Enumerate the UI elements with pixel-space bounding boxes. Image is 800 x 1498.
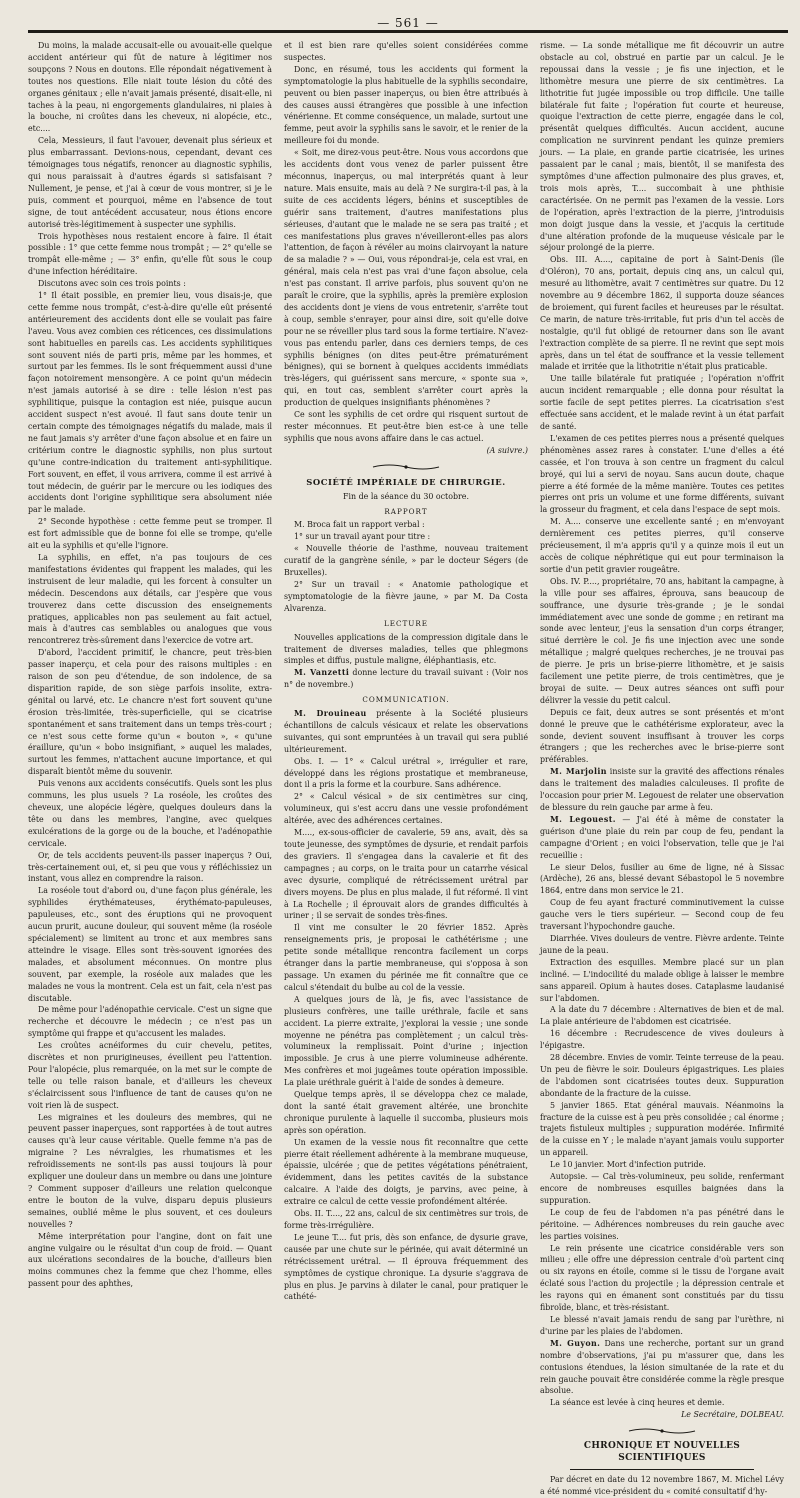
paragraph: Trois hypothèses nous restaient encore à faire. Il était possible : 1° que cette femme nous trompât ; — 2° qu'elle se trompât elle-même ; — 3° enfin, qu'elle fût sous le coup d'une infection héréditaire. xyxy=(28,231,272,277)
paragraph xyxy=(540,814,784,862)
paragraph: 16 décembre : Recrudescence de vives douleurs à l'épigastre. xyxy=(540,1029,784,1051)
paragraph: risme. — La sonde métallique me fit découvrir un autre obstacle au col, obstrué en partie par un calcul. Je le repoussai dans la vessie ; je fis une injection, et le lithomètre mesura une pierre de six centimètres. La lithotritie fut jugée impossible ou trop difficile. Une taille bilatérale fut faite ; l'opération fut courte et heureuse, quoique l'extraction de cette pierre, engagée dans le col, présentât quelques difficultés. Aucun accident, aucune complication ne survinrent pendant les quinze premiers jours. — La plaie, en grande partie cicatrisée, les urines passaient par le canal ; mais, bientôt, il se manifesta des symptômes d'une affection pulmonaire des plus graves, et, trois mois après, T.... succombait à une phthisie caractérisée. On ne permit pas l'examen de la vessie. Lors de l'opération, après l'extraction de la pierre, j'introduisis mon doigt jusque dans la vessie, et j'acquis la certitude d'une altération profonde de la muqueuse vésicale par le séjour prolongé de la pierre. xyxy=(540,41,784,253)
session-date: Fin de la séance du 30 octobre. xyxy=(343,491,469,501)
paragraph xyxy=(284,708,528,756)
paragraph: Les croûtes acnéiformes du cuir chevelu, petites, discrètes et non prurigineuses, éveillent peu l'attention. Pour l'alopécie, plus remarquée, on la met sur le compte de telle ou telle raison banale, et d'ailleurs les cheveux s'éclaircissent sous l'influence de tant de causes qu'on ne voit rien là de suspect. xyxy=(28,1041,272,1110)
paragraph: Diarrhée. Vives douleurs de ventre. Fièvre ardente. Teinte jaune de la peau. xyxy=(540,933,784,955)
paragraph: Obs. I. — 1° « Calcul urétral », irrégulier et rare, développé dans les régions prostatique et membraneuse, dont il a pris la forme et la courbure. Sans adhérence. xyxy=(284,756,528,790)
subsection-title: LECTURE xyxy=(383,618,429,628)
paragraph: 1° Il était possible, en premier lieu, vous disais-je, que cette femme nous trompât, c'est-à-dire qu'elle eût présenté antérieurement des accidents dont elle se voulait pas faire l'aveu. Vous avez combien ces réticences, ces dissimulations sont habituelles en pareils cas. Les accidents syphilitiques sont souvent niés de parti pris, même par les hommes, et surtout par les femmes. Ils le sont fréquemment aussi d'une façon notoirement mensongère. A ce point qu'un médecin n'est jamais autorisé à se dire : telle lésion n'est pas syphilitique, puisque la contagion est niée, puisque aucun accident suspect n'est avoué. Il faut sans doute tenir un certain compte des témoignages négatifs du malade, mais il ne faut jamais s'y arrêter d'une façon absolue et en faire un critérium contre le diagnostic syphilis, non plus surtout qu'une contre-indication du traitement anti-syphilitique. Fort souvent, en effet, il vous arrivera, comme il est arrivé à tout médecin, de guérir par le mercure ou les iodiques des accidents dont l'origine syphilitique sera absolument niée par le malade. xyxy=(28,291,272,515)
section-title: CHRONIQUE ET NOUVELLES SCIENTIFIQUES xyxy=(583,1441,741,1464)
paragraph: Donc, en résumé, tous les accidents qui forment la symptomatologie la plus habituelle de la syphilis secondaire, peuvent ou bien passer inaperçus, ou bien être attribués à des causes aussi étrangères que possible à une infection vénérienne. Et comme conséquence, un malade, surtout une femme, peut avoir la syphilis sans le savoir, et le renier de la meilleure foi du monde. xyxy=(284,64,528,146)
paragraph: Une taille bilatérale fut pratiquée ; l'opération n'offrit aucun incident remarquable ; elle donna pour résultat la sortie facile de sept petites pierres. La cicatrisation s'est effectuée sans accident, et le malade revint à un état parfait de santé. xyxy=(540,374,784,431)
paragraph-text: — J'ai été à même de constater la guérison d'une plaie du rein par coup de feu, pendant la campagne d'Orient ; en voici l'observation, telle que je l'ai recueillie : xyxy=(540,814,784,860)
subsection-title: RAPPORT xyxy=(384,506,428,516)
paragraph: Un examen de la vessie nous fit reconnaître que cette pierre était réellement adhérente à la membrane muqueuse, épaissie, ulcérée ; que de petites végétations pénétraient, évidemment, dans les petites cavités de la substance calcaire. A l'aide des doigts, je parvins, avec peine, à extraire ce calcul de cette vessie profondément altérée. xyxy=(284,1137,528,1207)
paragraph: Le 10 janvier. Mort d'infection putride. xyxy=(550,1160,706,1170)
speaker-name: M. Legouest. xyxy=(550,814,616,824)
speaker-name: M. Guyon. xyxy=(550,1338,601,1348)
to-be-continued: (A suivre.) xyxy=(486,445,528,455)
paragraph: Nouvelles applications de la compression digitale dans le traitement de diverses maladies, telles que phlegmons simples et diffus, pustule maligne, éléphantiasis, etc. xyxy=(284,632,528,666)
paragraph xyxy=(540,1338,784,1398)
paragraph: Discutons avec soin ces trois points : xyxy=(38,279,186,289)
column-2 xyxy=(284,40,528,1302)
paragraph: « Nouvelle théorie de l'asthme, nouveau traitement curatif de la gangrène sénile, » par le docteur Ségers (de Bruxelles). xyxy=(284,544,528,578)
paragraph: Obs. II. T...., 22 ans, calcul de six centimètres sur trois, de forme très-irrégulière. xyxy=(284,1209,528,1230)
page-number: — 561 — xyxy=(377,16,439,30)
paragraph: A la date du 7 décembre : Alternatives de bien et de mal. La plaie antérieure de l'abdomen est cicatrisée. xyxy=(540,1005,784,1027)
paragraph: Coup de feu ayant fracturé comminutivement la cuisse gauche vers le tiers supérieur. — Second coup de feu traversant l'hypochondre gauche. xyxy=(540,898,784,932)
paragraph xyxy=(284,667,528,691)
paragraph: L'examen de ces petites pierres nous a présenté quelques phénomènes assez rares à constater. L'une d'elles a été cassée, et l'on trouva à son centre un fragment du calcul broyé, qui lui a servi de noyau. Sans aucun doute, chaque pierre a été formée de la même manière. Toutes ces petites pierres ont pris un volume et une forme différents, suivant la grosseur du fragment, et cela dans l'espace de sept mois. xyxy=(540,433,784,515)
paragraph: Le coup de feu de l'abdomen n'a pas pénétré dans le péritoine. — Adhérences nombreuses du rein gauche avec les parties voisines. xyxy=(540,1207,784,1241)
column-1 xyxy=(28,40,272,1289)
paragraph: Autopsie. — Cal très-volumineux, peu solide, renfermant encore de nombreuses esquilles baignées dans la suppuration. xyxy=(540,1172,784,1205)
speaker-name: M. Vanzetti xyxy=(294,668,350,678)
paragraph: Puis venons aux accidents consécutifs. Quels sont les plus communs, les plus usuels ? La roséole, les croûtes des cheveux, une alopécie légère, quelques douleurs dans la tête ou dans les membres, l'angine, avec quelques exulcérations de la gorge ou de la bouche, et l'adénopathie cervicale. xyxy=(28,779,272,848)
speaker-name: M. Marjolin xyxy=(550,767,607,777)
paragraph: Le jeune T.... fut pris, dès son enfance, de dysurie grave, causée par une chute sur le périnée, qui avait déterminé un rétrécissement urétral. — Il éprouva fréquemment des symptômes de cystique chronique. La dysurie s'aggrava de plus en plus. Je parvins à dilater le canal, pour pratiquer le cathété- xyxy=(284,1232,528,1302)
paragraph: Le rein présente une cicatrice considérable vers son milieu ; elle offre une dépression centrale d'où partent cinq ou six rayons en étoile, comme si le tissu de l'organe avait éclaté sous l'action du projectile ; la dépression centrale et les rayons qui en émanent sont constitués par du tissu fibroïde, blanc, et très-résistant. xyxy=(540,1243,784,1313)
paragraph: M. A.... conserve une excellente santé ; en m'envoyant dernièrement ces petites pierres, qu'il conserve précieusement, il m'a appris qu'il y a quinze mois il eut un accès de colique néphrétique qui eut pour terminaison la sortie d'un petit gravier rougeâtre. xyxy=(540,517,784,574)
paragraph: De même pour l'adénopathie cervicale. C'est un signe que recherche et découvre le médecin ; ce n'est pas un symptôme qui frappe et qu'accusent les malades. xyxy=(28,1005,272,1039)
paragraph: Les migraines et les douleurs des membres, qui ne peuvent passer inaperçues, sont rapportées à de tout autres causes qu'à leur cause véritable. Quelle femme n'a pas de migraine ? Les névralgies, les rhumatismes et les refroidissements ne sont-ils pas aussi toujours là pour expliquer une douleur dans un membre ou dans une jointure ? Comment supposer d'ailleurs une relation quelconque entre le bouton de la vulve, disparu depuis plusieurs semaines, oublié même le plus souvent, et ces douleurs nouvelles ? xyxy=(28,1112,272,1229)
paragraph: 2° « Calcul vésical » de six centimètres sur cinq, volumineux, qui s'est accru dans une vessie profondément altérée, avec des adhérences certaines. xyxy=(284,792,528,826)
paragraph: Extraction des esquilles. Membre placé sur un plan incliné. — L'indocilité du malade oblige à laisser le membre sans appareil. Opium à hautes doses. Cataplasme laudanisé sur l'abdomen. xyxy=(540,957,784,1003)
ornament-divider xyxy=(371,463,441,471)
paragraph: 2° Sur un travail : « Anatomie pathologique et symptomatologie de la fièvre jaune, » par M. Da Costa Alvarenza. xyxy=(284,579,528,613)
signature: Le Secrétaire, DOLBEAU. xyxy=(681,1410,784,1420)
paragraph: et il est bien rare qu'elles soient considérées comme suspectes. xyxy=(284,41,528,62)
paragraph: Ce sont les syphilis de cet ordre qui risquent surtout de rester méconnues. Et peut-être bien est-ce à une telle syphilis que nous avons affaire dans le cas actuel. xyxy=(284,410,528,443)
column-3 xyxy=(540,40,785,1496)
paragraph: Le blessé n'avait jamais rendu de sang par l'urèthre, ni d'urine par les plaies de l'abdomen. xyxy=(540,1314,784,1336)
paragraph: A quelques jours de là, je fis, avec l'assistance de plusieurs confrères, une taille uréthrale, facile et sans accident. La pierre extraite, j'explorai la vessie ; une sonde moyenne ne pénétra pas complètement ; un calcul très-volumineux la remplissait. Point d'urine ; injection impossible. Je crus à une pierre volumineuse adhérente. Mes confrères et moi jugeâmes toute opération impossible. La plaie uréthrale guérit à l'aide de sondes à demeure. xyxy=(284,994,528,1088)
page-header xyxy=(28,10,788,40)
paragraph-text: insiste sur la gravité des affections rénales dans le traitement des maladies calculeuses. Il profite de l'occasion pour prier M. Legouest de relater une observation de blessure du rein gauche par arme à feu. xyxy=(540,767,785,812)
paragraph: 28 décembre. Envies de vomir. Teinte terreuse de la peau. Un peu de fièvre le soir. Douleurs épigastriques. Les plaies de l'abdomen sont cicatrisées toutes deux. Suppuration abondante de la fracture de la cuisse. xyxy=(540,1053,784,1098)
paragraph: Par décret en date du 12 novembre 1867, M. Michel Lévy a été nommé vice-président du « comité consultatif d'hy- xyxy=(540,1474,784,1496)
paragraph: 5 janvier 1865. Etat général mauvais. Néanmoins la fracture de la cuisse est à peu près consolidée ; cal énorme ; trajets fistuleux multiples ; suppuration modérée. Infirmité de la cuisse en Y ; le malade n'ayant jamais voulu supporter un appareil. xyxy=(540,1100,784,1158)
section-title: SOCIÉTÉ IMPÉRIALE DE CHIRURGIE. xyxy=(306,476,506,487)
section-rule xyxy=(570,1469,754,1470)
paragraph-text: donne lecture du travail suivant : (Voir nos n° de novembre.) xyxy=(284,668,528,690)
paragraph: La séance est levée à cinq heures et demie. xyxy=(550,1398,725,1408)
paragraph: M...., ex-sous-officier de cavalerie, 59 ans, avait, dès sa toute jeunesse, des symptômes de dysurie, et rendait parfois des graviers. Il s'engagea dans la cavalerie et fit des campagnes ; au corps, on le traita pour un catarrhe vésical avec dysurie, compliqué de rétrécissement urétral par divers moyens. De plus en plus malade, il fut réformé. Il vint à La Rochelle ; il éprouvait alors de grandes difficultés à uriner ; il se servait de sondes très-fines. xyxy=(284,828,528,921)
paragraph-text: présente à la Société plusieurs échantillons de calculs vésicaux et relate les observations suivantes, qui sont empruntées à un travail qui sera publié ultérieurement. xyxy=(284,709,528,754)
paragraph xyxy=(540,766,784,814)
subsection-title: COMMUNICATION. xyxy=(362,695,450,705)
paragraph: « Soit, me direz-vous peut-être. Nous vous accordons que les accidents dont vous venez de parler puissent être méconnus, inaperçus, ou mal interprétés quant à leur nature. Mais ensuite, mais au delà ? Ne surgira-t-il pas, à la suite de ces accidents légers, bénins et susceptibles de guérir sans traitement, d'autres manifestations plus sérieuses, d'autant que le malade ne se sera pas traité ; et ces manifestations plus graves n'éveilleront-elles pas alors l'attention, de façon à révéler au moins clairvoyant la nature de sa maladie ? » — Oui, vous répondrai-je, cela est vrai, en général, mais cela n'est pas vrai d'une façon absolue, cela n'est pas constant. Il arrive parfois, plus souvent qu'on ne paraît le croire, que la syphilis, après la première explosion des accidents dont je viens de vous entretenir, s'arrête tout à coup, semble s'enrayer, pour ainsi dire, soit qu'elle doive pour ne se réveiller plus tard sous la forme tertiaire. N'avez-vous pas entendu parler, dans ces derniers temps, de ces syphilis bénignes (on dites peut-être prématurément bénignes), qui se bornent à quelques accidents immédiats très-légers, qui guérissent sans mercure, « sponte sua », qui, en tout cas, semblent s'arrêter court après la production de quelques insignifiants phénomènes ? xyxy=(284,148,528,408)
paragraph: 2° Seconde hypothèse : cette femme peut se tromper. Il est fort admissible que de bonne foi elle se trompe, qu'elle ait eu la syphilis et qu'elle l'ignore. xyxy=(28,517,272,551)
paragraph: La syphilis, en effet, n'a pas toujours de ces manifestations évidentes qui frappent les malades, qui les instruisent de leur maladie, qui les forcent à consulter un médecin. Descendons aux détails, car j'espère que vous trouverez dans cette discussion des enseignements pratiques, applicables non pas seulement au fait actuel, mais à d'autres cas semblables ou analogues que vous rencontrerez très-sûrement dans l'exercice de votre art. xyxy=(28,552,272,646)
paragraph: Obs. IV. P...., propriétaire, 70 ans, habitant la campagne, à la ville pour ses affaires, éprouva, sans beaucoup de souffrance, une dysurie très-grande ; je le sondai immédiatement avec une sonde de gomme ; en retirant ma sonde avec lenteur, j'eus la sensation d'un corps étranger, situé derrière le col. Je fis une injection avec une sonde métallique ; malgré quelques recherches, je ne trouvai pas de pierre. Je pris un brise-pierre lithomètre, et je saisis facilement une petite pierre, de trois centimètres, que je broyai de suite. — Deux autres séances ont suffi pour délivrer la vessie du petit calcul. xyxy=(540,576,784,705)
header-rule xyxy=(28,30,788,33)
paragraph: M. Broca fait un rapport verbal : xyxy=(294,520,425,530)
paragraph: La roséole tout d'abord ou, d'une façon plus générale, les syphilides érythémateuses, érythémato-papuleuses, papuleuses, etc., sont des éruptions qui ne provoquent aucun prurit, aucune douleur, qui souvent même (la roséole spécialement) se limitent au tronc et aux membres sans atteindre le visage. Elles sont très-souvent ignorées des malades, et absolument méconnues. On montre plus souvent, par exemple, la roséole aux malades que les malades ne vous la montrent. Cela est un fait, cela n'est pas discutable. xyxy=(28,886,272,1003)
paragraph: Même interprétation pour l'angine, dont on fait une angine vulgaire ou le résultat d'un coup de froid. — Quant aux ulcérations secondaires de la bouche, d'ailleurs bien moins communes chez la femme que chez l'homme, elles passent pour des aphthes, xyxy=(28,1231,272,1289)
speaker-name: M. Drouineau xyxy=(294,709,367,719)
paragraph: Il vint me consulter le 20 février 1852. Après renseignements pris, je proposai le cathétérisme ; une petite sonde métallique rencontra facilement un corps étranger dans la partie membraneuse, qui s'opposa à son passage. Un examen du périnée me fit connaître que ce calcul s'étendait du bulbe au col de la vessie. xyxy=(284,923,528,992)
ornament-divider xyxy=(627,1427,697,1435)
paragraph: Du moins, la malade accusait-elle ou avouait-elle quelque accident antérieur qui fût de nature à légitimer nos soupçons ? Nous en doutons. Elle répondait négativement à toutes nos questions. Elle niait toute lésion du côté des organes génitaux ; elle n'avait jamais présenté, disait-elle, ni taches à la peau, ni engorgements glandulaires, ni plaies à la bouche, ni croûtes dans les cheveux, ni alopécie, etc., etc.... xyxy=(28,41,272,134)
paragraph: Obs. III. A...., capitaine de port à Saint-Denis (île d'Oléron), 70 ans, portait, depuis cinq ans, un calcul qui, mesuré au lithomètre, avait 7 centimètres sur quatre. Du 12 novembre au 9 décembre 1862, il supporta douze séances de broiement, qui furent faciles et heureuses par le résultat. Ce marin, de nature très-irritable, fut pris d'un tel accès de nostalgie, qu'il fut obligé de retourner dans son île avant l'extraction complète de sa pierre. Il ne revint que sept mois après, dans un tel état de souffrance et la vessie tellement malade et irritée que la lithotritie n'était plus praticable. xyxy=(540,255,784,372)
paragraph: Or, de tels accidents peuvent-ils passer inaperçus ? Oui, très-certainement oui, et, si peu que vous y réfléchissiez un instant, vous allez en comprendre la raison. xyxy=(28,850,272,884)
paragraph: D'abord, l'accident primitif, le chancre, peut très-bien passer inaperçu, et cela pour des raisons multiples : en raison de son peu d'étendue, de son indolence, de sa disparition rapide, de son siège parfois insolite, extra-génital ou larvé, etc. Le chancre n'est fort souvent qu'une érosion très-limitée, très-superficielle, qui se cicatrise spontanément et sans traitement dans un temps très-court ; ce n'est sous cette forme qu'un « bouton », « qu'une éraillure, qu'un « bobo insignifiant, » auquel les malades, surtout les femmes, n'attachent aucune importance, et qui disparaît bientôt même du souvenir. xyxy=(28,648,272,777)
paragraph: Cela, Messieurs, il faut l'avouer, devenait plus sérieux et plus embarrassant. Devions-nous, cependant, devant ces témoignages tous négatifs, renoncer au diagnostic syphilis, qui nous paraissait à d'autres égards si satisfaisant ? Nullement, je pense, et j'ai à cœur de vous montrer, si je le puis, comment et pourquoi, même en l'absence de tout signe, de tout antécédent accusateur, nous étions encore autorisé très-légitimement à suspecter une syphilis. xyxy=(28,136,272,229)
paragraph: 1° sur un travail ayant pour titre : xyxy=(294,532,431,542)
paragraph: Quelque temps après, il se développa chez ce malade, dont la santé était gravement altérée, une bronchite chronique purulente à laquelle il succomba, plusieurs mois après son opération. xyxy=(284,1090,528,1135)
paragraph: Le sieur Delos, fusilier au 6me de ligne, né à Sissac (Ardèche), 26 ans, blessé devant Sébastopol le 5 novembre 1864, entre dans mon service le 21. xyxy=(540,862,784,896)
paragraph: Depuis ce fait, deux autres se sont présentés et m'ont donné le preuve que le cathétérisme explorateur, avec la sonde, devient souvent insuffisant à trouver les corps étrangers ; que les recherches avec le brise-pierre sont préférables. xyxy=(540,707,784,765)
paragraph-text: Dans une recherche, portant sur un grand nombre d'observations, j'ai pu m'assurer que, dans les contusions étendues, la lésion simultanée de la rate et du rein gauche pouvait être considérée comme la règle presque absolue. xyxy=(540,1338,785,1396)
